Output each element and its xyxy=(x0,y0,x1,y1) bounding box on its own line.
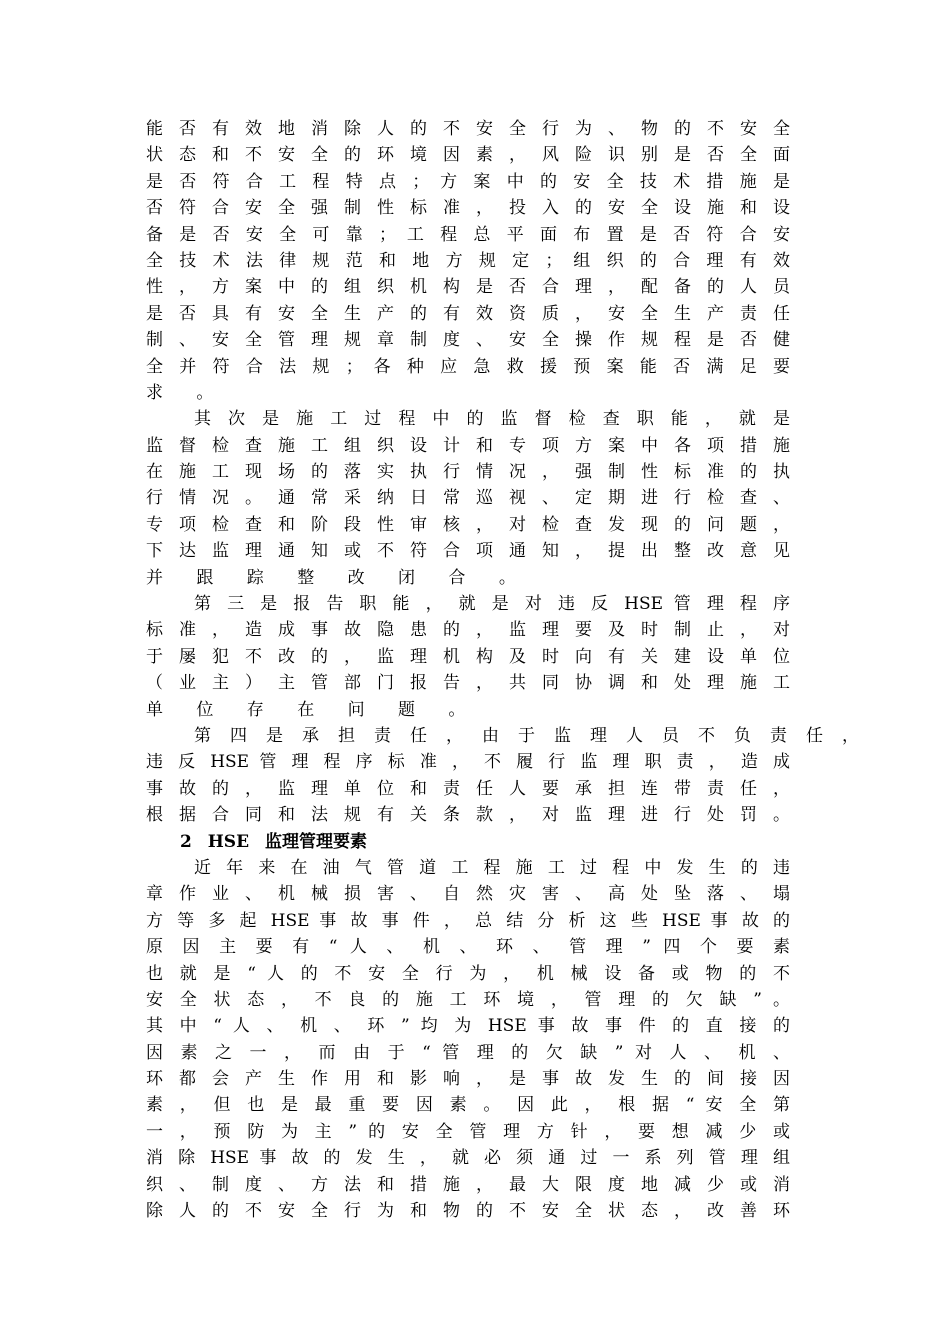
text-line: 并 跟 踪 整 改 闭 合 。 xyxy=(146,567,530,588)
text-line: 章 作 业 、 机 械 损 害 、 自 然 灾 害 、 高 处 坠 落 、 塌 xyxy=(146,884,790,905)
document-page xyxy=(146,116,859,1224)
text-line: 因 素 之 一 ， 而 由 于 “ 管 理 的 欠 缺 ” 对 人 、 机 、 xyxy=(146,1042,790,1063)
text-line: 环 都 会 产 生 作 用 和 影 响 ， 是 事 故 发 生 的 间 接 因 xyxy=(146,1069,790,1090)
text-line: 全 并 符 合 法 规 ； 各 种 应 急 救 援 预 案 能 否 满 足 要 xyxy=(146,356,790,377)
text-line: 一 ， 预 防 为 主 ” 的 安 全 管 理 方 针 ， 要 想 减 少 或 xyxy=(146,1121,790,1142)
text-line: 违 反 HSE 管 理 程 序 标 准 ， 不 履 行 监 理 职 责 ， 造 成 xyxy=(146,752,790,773)
paragraph-start-line: 第 四 是 承 担 责 任 ， 由 于 监 理 人 员 不 负 责 任 ， xyxy=(194,725,859,746)
text-line: 素 ， 但 也 是 最 重 要 因 素 。 因 此 ， 根 据 “ 安 全 第 xyxy=(146,1095,790,1116)
text-line: 于 屡 犯 不 改 的 ， 监 理 机 构 及 时 向 有 关 建 设 单 位 xyxy=(146,646,790,667)
text-line: 事 故 的 ， 监 理 单 位 和 责 任 人 要 承 担 连 带 责 任 ， xyxy=(146,778,790,799)
text-line: 标 准 ， 造 成 事 故 隐 患 的 ， 监 理 要 及 时 制 止 ， 对 xyxy=(146,620,790,641)
text-line: （ 业 主 ） 主 管 部 门 报 告 ， 共 同 协 调 和 处 理 施 工 xyxy=(146,673,790,694)
section-heading: 2 HSE 监理管理要素 xyxy=(180,831,367,852)
text-line: 单 位 存 在 问 题 。 xyxy=(146,699,480,720)
text-line: 是 否 符 合 工 程 特 点 ； 方 案 中 的 安 全 技 术 措 施 是 xyxy=(146,171,790,192)
text-line: 也 就 是 “ 人 的 不 安 全 行 为 ， 机 械 设 备 或 物 的 不 xyxy=(146,963,790,984)
text-line: 其 中 “ 人 、 机 、 环 ” 均 为 HSE 事 故 事 件 的 直 接 的 xyxy=(146,1016,790,1037)
text-line: 能 否 有 效 地 消 除 人 的 不 安 全 行 为 、 物 的 不 安 全 xyxy=(146,119,790,139)
text-line: 求 。 xyxy=(146,382,228,403)
text-line: 根 据 合 同 和 法 规 有 关 条 款 ， 对 监 理 进 行 处 罚 。 xyxy=(146,805,790,826)
text-line: 消 除 HSE 事 故 的 发 生 ， 就 必 须 通 过 一 系 列 管 理 组 xyxy=(146,1148,790,1169)
text-line: 方 等 多 起 HSE 事 故 事 件 ， 总 结 分 析 这 些 HSE 事 故 的 xyxy=(146,910,790,931)
text-line: 下 达 监 理 通 知 或 不 符 合 项 通 知 ， 提 出 整 改 意 见 xyxy=(146,541,790,562)
text-line: 原 因 主 要 有 “ 人 、 机 、 环 、 管 理 ” 四 个 要 素 xyxy=(146,937,790,958)
text-line: 织 、 制 度 、 方 法 和 措 施 ， 最 大 限 度 地 减 少 或 消 xyxy=(146,1174,790,1195)
text-line: 安 全 状 态 ， 不 良 的 施 工 环 境 ， 管 理 的 欠 缺 ” 。 xyxy=(146,989,790,1010)
text-line: 性 ， 方 案 中 的 组 织 机 构 是 否 合 理 ， 配 备 的 人 员 xyxy=(146,277,790,298)
text-line: 在 施 工 现 场 的 落 实 执 行 情 况 ， 强 制 性 标 准 的 执 xyxy=(146,462,790,483)
text-line: 备 是 否 安 全 可 靠 ； 工 程 总 平 面 布 置 是 否 符 合 安 xyxy=(146,224,790,245)
text-line: 除 人 的 不 安 全 行 为 和 物 的 不 安 全 状 态 ， 改 善 环 xyxy=(146,1201,790,1222)
text-line: 全 技 术 法 律 规 范 和 地 方 规 定 ； 组 织 的 合 理 有 效 xyxy=(146,250,790,271)
text-line: 制 、 安 全 管 理 规 章 制 度 、 安 全 操 作 规 程 是 否 健 xyxy=(146,330,790,351)
text-line: 状 态 和 不 安 全 的 环 境 因 素 ， 风 险 识 别 是 否 全 面 xyxy=(146,145,790,166)
paragraph-start-line: 第 三 是 报 告 职 能 ， 就 是 对 违 反 HSE 管 理 程 序 xyxy=(194,594,790,615)
text-line: 否 符 合 安 全 强 制 性 标 准 ， 投 入 的 安 全 设 施 和 设 xyxy=(146,198,790,219)
text-line: 专 项 检 查 和 阶 段 性 审 核 ， 对 检 查 发 现 的 问 题 ， xyxy=(146,514,790,535)
paragraph-start-line: 其 次 是 施 工 过 程 中 的 监 督 检 查 职 能 ， 就 是 xyxy=(194,409,790,430)
paragraph-start-line: 近 年 来 在 油 气 管 道 工 程 施 工 过 程 中 发 生 的 违 xyxy=(194,857,790,878)
text-line: 行 情 况 。 通 常 采 纳 日 常 巡 视 、 定 期 进 行 检 查 、 xyxy=(146,488,790,509)
text-line: 监 督 检 查 施 工 组 织 设 计 和 专 项 方 案 中 各 项 措 施 xyxy=(146,435,790,456)
text-line: 是 否 具 有 安 全 生 产 的 有 效 资 质 ， 安 全 生 产 责 任 xyxy=(146,303,790,324)
